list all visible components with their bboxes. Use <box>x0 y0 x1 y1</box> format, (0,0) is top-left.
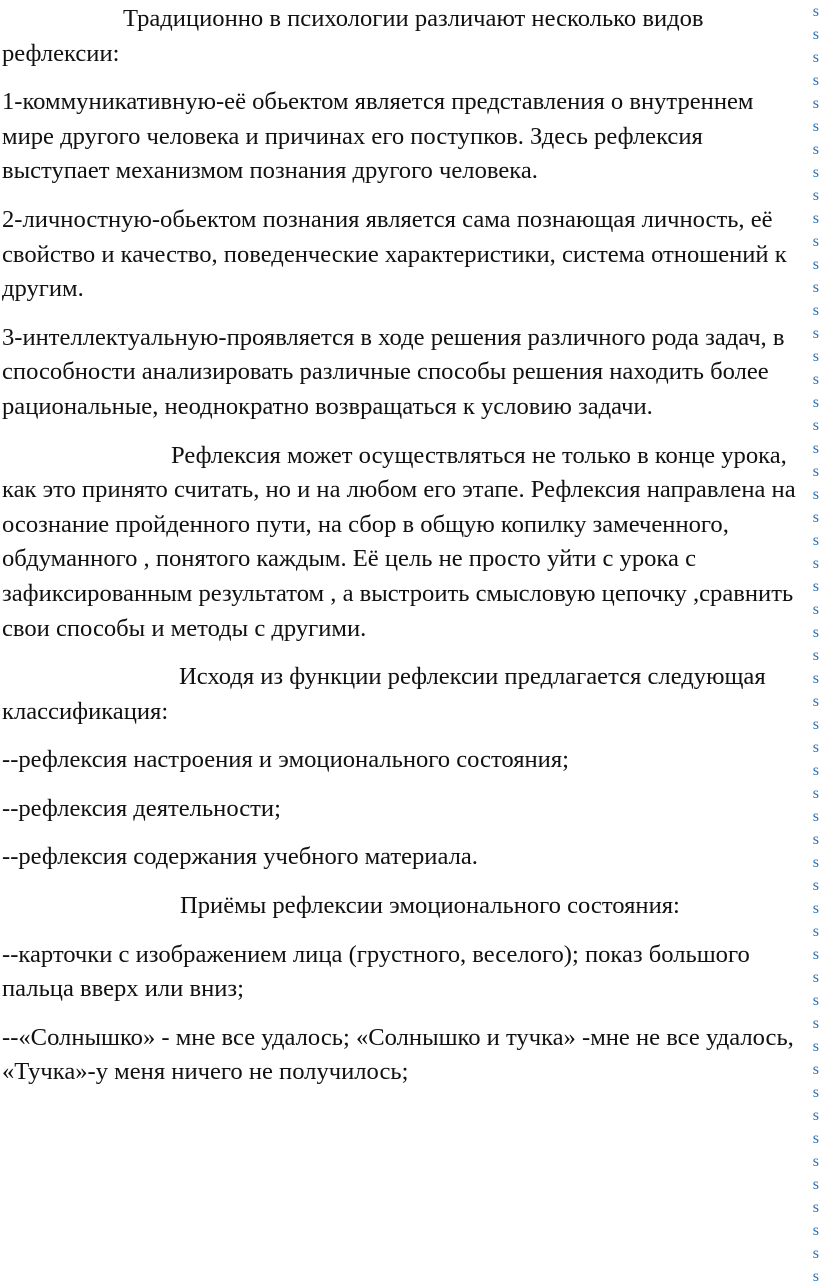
edge-glyph-fragment: s <box>812 900 819 917</box>
edge-glyph-fragment: s <box>812 1107 819 1124</box>
edge-glyph-fragment: s <box>812 72 819 89</box>
edge-glyph-fragment: s <box>812 992 819 1009</box>
edge-glyph-fragment: s <box>812 371 819 388</box>
edge-glyph-fragment: s <box>812 325 819 342</box>
document-body <box>2 0 802 1104</box>
edge-glyph-fragment: s <box>812 555 819 572</box>
edge-glyph-fragment: s <box>812 279 819 296</box>
edge-glyph-fragment: s <box>812 164 819 181</box>
edge-glyph-fragment: s <box>812 969 819 986</box>
edge-glyph-fragment: s <box>812 624 819 641</box>
edge-glyph-fragment: s <box>812 233 819 250</box>
edge-glyph-fragment: s <box>812 509 819 526</box>
edge-glyph-fragment: s <box>812 141 819 158</box>
edge-glyph-fragment: s <box>812 256 819 273</box>
paragraph-intellectual-reflection: 3-интеллектуальную-проявляется в ходе решения различного рода задач, в способности анализировать различные способы решения находить более рациональные, неоднократно возвращаться к условию задачи. <box>2 323 785 420</box>
edge-glyph-fragment: s <box>812 923 819 940</box>
edge-glyph-fragment: s <box>812 739 819 756</box>
paragraph-communicative-reflection: 1-коммуникативную-её обьектом является представления о внутреннем мире другого человека и причинах его поступков. Здесь рефлексия выступает механизмом познания другого человека. <box>2 88 754 185</box>
edge-glyph-fragment: s <box>812 716 819 733</box>
edge-glyph-fragment: s <box>812 1130 819 1147</box>
edge-glyph-fragment: s <box>812 762 819 779</box>
edge-glyph-fragment: s <box>812 210 819 227</box>
edge-glyph-fragment: s <box>812 693 819 710</box>
edge-glyph-fragment: s <box>812 1038 819 1055</box>
edge-glyph-fragment: s <box>812 1222 819 1239</box>
edge-glyph-fragment: s <box>812 463 819 480</box>
edge-glyph-fragment: s <box>812 394 819 411</box>
paragraph-emotional-techniques-heading: Приёмы рефлексии эмоционального состояния: <box>180 892 680 920</box>
edge-glyph-fragment: s <box>812 854 819 871</box>
edge-glyph-fragment: s <box>812 440 819 457</box>
edge-glyph-fragment: s <box>812 1176 819 1193</box>
edge-glyph-fragment: s <box>812 946 819 963</box>
edge-glyph-fragment: s <box>812 670 819 687</box>
edge-glyph-fragment: s <box>812 486 819 503</box>
list-item-mood-reflection: --рефлексия настроения и эмоционального состояния; <box>2 746 569 774</box>
edge-glyph-fragment: s <box>812 302 819 319</box>
edge-glyph-fragment: s <box>812 417 819 434</box>
list-item-face-cards: --карточки с изображением лица (грустного, веселого); показ большого пальца вверх или вниз; <box>2 940 750 1003</box>
paragraph-reflection-types-intro: Традиционно в психологии различают несколько видов рефлексии: <box>2 5 704 67</box>
edge-glyph-fragment: s <box>812 1199 819 1216</box>
edge-glyph-fragment: s <box>812 118 819 135</box>
edge-glyph-fragment: s <box>812 1015 819 1032</box>
list-item-activity-reflection: --рефлексия деятельности; <box>2 794 281 822</box>
edge-glyph-fragment: s <box>812 26 819 43</box>
edge-glyph-fragment: s <box>812 95 819 112</box>
edge-glyph-fragment: s <box>812 532 819 549</box>
paragraph-reflection-any-stage: Рефлексия может осуществляться не только в конце урока, как это принято считать, но и на любом его этапе. Рефлексия направлена на осознание пройденного пути, на сбор в общую копилку замеченного, обдуманного , понятого каждым. Её цель не просто уйти с урока с зафиксированным результатом , а выстроить смысловую цепочку ,сравнить свои способы и методы с другими. <box>2 441 796 642</box>
paragraph-classification-intro: Исходя из функции рефлексии предлагается следующая классификация: <box>2 663 766 725</box>
edge-glyph-fragment: s <box>812 187 819 204</box>
edge-glyph-fragment: s <box>812 877 819 894</box>
edge-glyph-fragment: s <box>812 578 819 595</box>
edge-glyph-fragment: s <box>812 647 819 664</box>
edge-glyph-fragment: s <box>812 808 819 825</box>
edge-glyph-fragment: s <box>812 348 819 365</box>
edge-glyph-fragment: s <box>812 1268 819 1285</box>
edge-glyph-fragment: s <box>812 1245 819 1262</box>
paragraph-personal-reflection: 2-личностную-обьектом познания является сама познающая личность, её свойство и качество, поведенческие характеристики, система отношений к другим. <box>2 205 787 303</box>
edge-glyph-fragment: s <box>812 1153 819 1170</box>
edge-glyph-fragment: s <box>812 1084 819 1101</box>
list-item-content-reflection: --рефлексия содержания учебного материала. <box>2 843 478 871</box>
edge-glyph-fragment: s <box>812 3 819 20</box>
edge-glyph-fragment: s <box>812 785 819 802</box>
list-item-sun-cloud: --«Солнышко» - мне все удалось; «Солнышко и тучка» -мне не все удалось, «Тучка»-у меня ничего не получилось; <box>2 1023 794 1086</box>
right-edge-marks <box>808 0 819 1285</box>
edge-glyph-fragment: s <box>812 1061 819 1078</box>
edge-glyph-fragment: s <box>812 831 819 848</box>
edge-glyph-fragment: s <box>812 601 819 618</box>
edge-glyph-fragment: s <box>812 49 819 66</box>
